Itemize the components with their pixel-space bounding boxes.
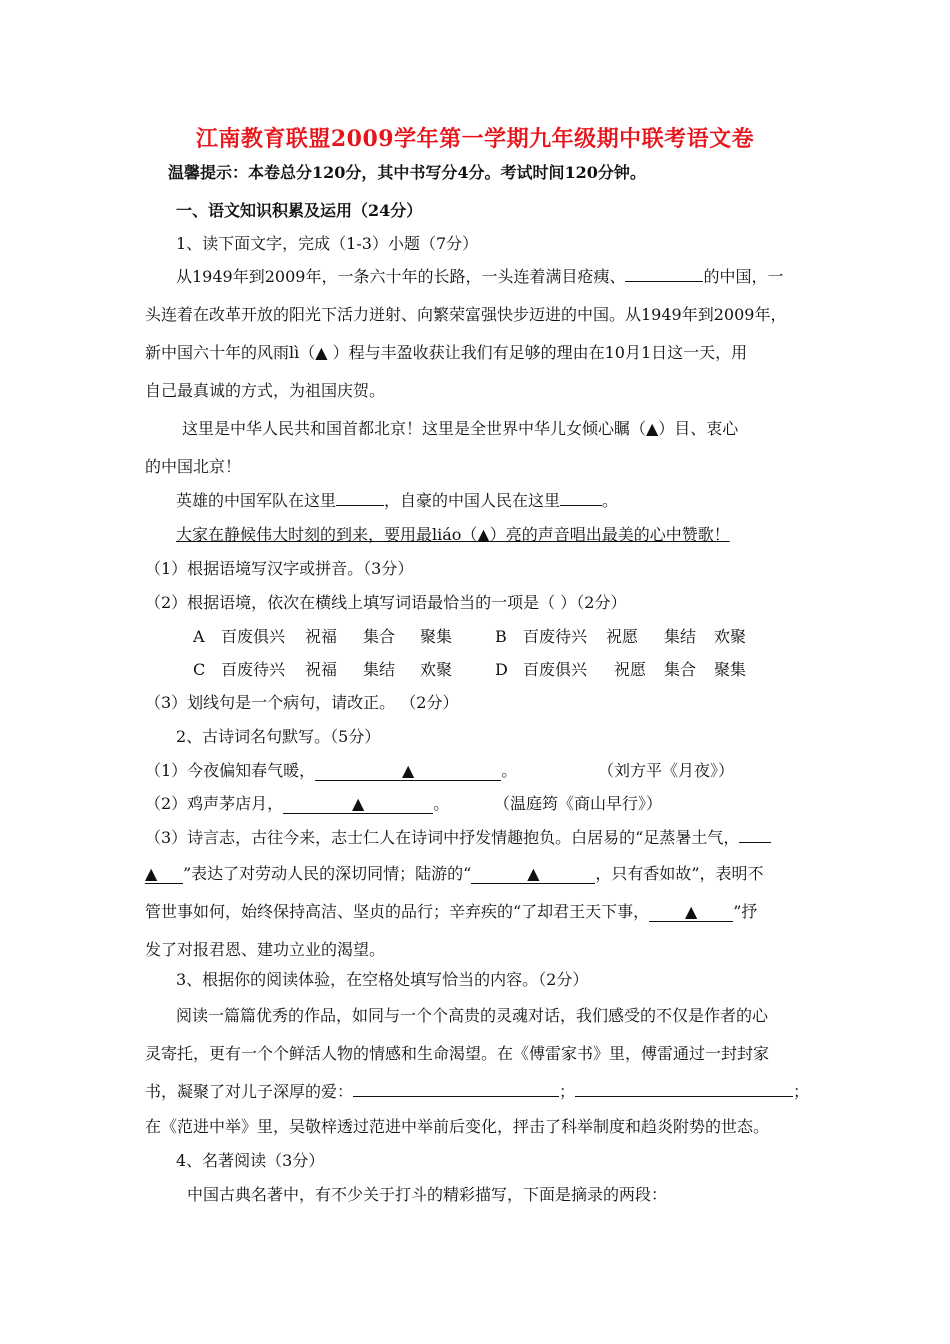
sub-question: （2）根据语境，依次在横线上填写词语最恰当的一项是（ ）（2分） — [145, 593, 627, 612]
fill-blank[interactable]: ▲ — [649, 903, 733, 922]
poem-line: 管世事如何，始终保持高洁、坚贞的品行；辛弃疾的“了却君王天下事， ▲ ”抒 — [145, 902, 758, 921]
fill-blank[interactable] — [739, 842, 771, 843]
passage-line: 这里是中华人民共和国首都北京！这里是全世界中华儿女倾心瞩（▲）目、衷心 — [182, 419, 739, 438]
exam-title: 江南教育联盟2009学年第一学期九年级期中联考语文卷 — [195, 126, 755, 152]
question-4-stem: 4、名著阅读（3分） — [176, 1151, 325, 1170]
passage-line: 中国古典名著中，有不少关于打斗的精彩描写，下面是摘录的两段： — [187, 1185, 668, 1204]
passage-line: 自己最真诚的方式，为祖国庆贺。 — [145, 381, 386, 400]
passage-line: 灵寄托，更有一个个鲜活人物的情感和生命渴望。在《傅雷家书》里，傅雷通过一封封家 — [145, 1044, 770, 1063]
fill-blank[interactable]: ▲ — [471, 865, 595, 884]
exam-tip: 温馨提示：本卷总分120分，其中书写分4分。考试时间120分钟。 — [168, 163, 646, 182]
poem-line: ▲ ”表达了对劳动人民的深切同情；陆游的“ ▲ ，只有香如故”，表明不 — [145, 864, 764, 883]
fill-blank[interactable]: ▲ — [315, 762, 501, 781]
passage-line: 阅读一篇篇优秀的作品，如同与一个个高贵的灵魂对话，我们感受的不仅是作者的心 — [176, 1006, 769, 1025]
fill-blank[interactable] — [625, 281, 703, 282]
fill-blank[interactable]: ▲ — [145, 865, 183, 884]
poem-line: （2）鸡声茅店月， ▲ 。 — [145, 794, 450, 813]
poem-source: （温庭筠《商山早行》） — [494, 794, 663, 813]
passage-line: 书，凝聚了对儿子深厚的爱： ； ； — [145, 1082, 810, 1101]
sub-question: （3）划线句是一个病句，请改正。 （2分） — [145, 693, 459, 712]
passage-line: 的中国北京！ — [145, 457, 242, 476]
passage-line: 从1949年到2009年，一条六十年的长路，一头连着满目疮痍、 的中国，一 — [176, 267, 784, 286]
section-heading: 一、语文知识积累及运用（24分） — [176, 201, 423, 220]
fill-blank[interactable] — [336, 505, 384, 506]
poem-source: （刘方平《月夜》） — [598, 761, 735, 780]
poem-line: （1）今夜偏知春气暖， ▲ 。 — [145, 761, 518, 780]
question-3-stem: 3、根据你的阅读体验，在空格处填写恰当的内容。（2分） — [176, 970, 589, 989]
passage-line: 新中国六十年的风雨lì（▲ ）程与丰盈收获让我们有足够的理由在10月1日这一天，用 — [145, 343, 748, 362]
option-row: A 百废俱兴 祝福 集合 聚集 B 百废待兴 祝愿 集结 欢聚 — [193, 627, 747, 646]
poem-line: 发了对报君恩、建功立业的渴望。 — [145, 940, 386, 959]
option-letter[interactable]: A — [193, 627, 205, 646]
fill-blank[interactable] — [560, 505, 602, 506]
underlined-sentence: 大家在静候伟大时刻的到来，要用最liáo（▲）亮的声音唱出最美的心中赞歌！ — [176, 525, 730, 544]
option-letter[interactable]: B — [495, 627, 507, 646]
fill-blank[interactable] — [575, 1096, 793, 1097]
fill-blank[interactable]: ▲ — [283, 795, 433, 814]
passage-line: 在《范进中举》里，吴敬梓透过范进中举前后变化，抨击了科举制度和趋炎附势的世态。 — [145, 1117, 770, 1136]
fill-blank[interactable] — [353, 1096, 559, 1097]
passage-line: 头连着在改革开放的阳光下活力迸射、向繁荣富强快步迈进的中国。从1949年到2009年， — [145, 305, 787, 324]
option-letter[interactable]: C — [193, 660, 206, 679]
question-2-stem: 2、古诗词名句默写。（5分） — [176, 727, 381, 746]
option-row: C 百废待兴 祝福 集结 欢聚 D 百废俱兴 祝愿 集合 聚集 — [193, 660, 747, 679]
poem-line: （3）诗言志，古往今来，志士仁人在诗词中抒发情趣抱负。白居易的“足蒸暑土气， — [145, 827, 771, 849]
sub-question: （1）根据语境写汉字或拼音。（3分） — [145, 559, 414, 578]
question-1-stem: 1、读下面文字，完成（1-3）小题（7分） — [176, 234, 479, 253]
option-letter[interactable]: D — [495, 660, 508, 679]
passage-line: 英雄的中国军队在这里 ，自豪的中国人民在这里 。 — [176, 491, 619, 510]
